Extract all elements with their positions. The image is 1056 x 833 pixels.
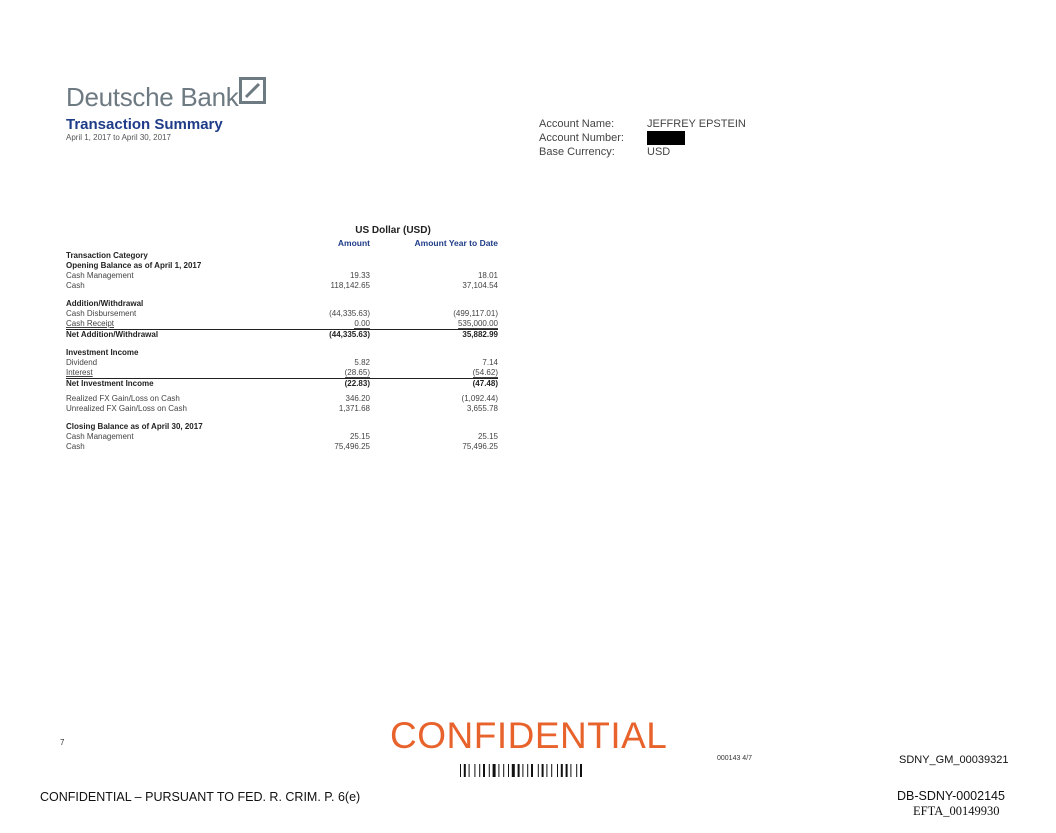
investment-heading: Investment Income (66, 348, 139, 357)
confidentiality-notice: CONFIDENTIAL – PURSUANT TO FED. R. CRIM. P. 6(e) (40, 790, 361, 804)
db-bates-number: DB-SDNY-0002145 (897, 789, 1005, 803)
base-currency-label: Base Currency: (539, 146, 615, 158)
currency-heading: US Dollar (USD) (355, 225, 431, 236)
confidential-stamp: CONFIDENTIAL (390, 715, 668, 756)
table-row: Cash Management 19.33 18.01 (66, 271, 498, 280)
account-number-label: Account Number: (539, 132, 624, 144)
closing-heading: Closing Balance as of April 30, 2017 (66, 422, 203, 431)
column-header-ytd: Amount Year to Date (414, 238, 498, 248)
opening-heading: Opening Balance as of April 1, 2017 (66, 261, 202, 270)
table-row: Unrealized FX Gain/Loss on Cash 1,371.68 3,655.78 (66, 404, 498, 413)
table-row: Dividend 5.82 7.14 (66, 358, 498, 367)
addition-heading: Addition/Withdrawal (66, 299, 144, 308)
barcode-icon (460, 764, 612, 777)
table-row: Cash Disbursement (44,335.63) (499,117.01) (66, 309, 498, 318)
redacted-account-number (647, 131, 685, 145)
table-row: Interest (28.65) (54.62) (66, 368, 498, 377)
transaction-summary-table (66, 225, 498, 452)
net-investment-row: Net Investment Income (22.83) (47.48) (66, 379, 498, 388)
table-row: Cash 75,496.25 75,496.25 (66, 442, 498, 451)
account-info (539, 117, 746, 159)
column-header-amount: Amount (337, 238, 370, 248)
base-currency-value: USD (647, 146, 671, 158)
table-row: Cash Management 25.15 25.15 (66, 432, 498, 441)
page-number: 7 (60, 738, 65, 747)
sdny-bates-number: SDNY_GM_00039321 (899, 754, 1009, 766)
table-row: Cash 118,142.65 37,104.54 (66, 281, 498, 290)
document-code: 000143 4/7 (717, 755, 753, 762)
table-row: Cash Receipt 0.00 535,000.00 (66, 319, 498, 328)
table-row: Realized FX Gain/Loss on Cash 346.20 (1,092.44) (66, 394, 498, 403)
account-name-label: Account Name: (539, 118, 615, 130)
efta-number: EFTA_00149930 (913, 804, 1000, 818)
page-title: Transaction Summary (66, 116, 223, 133)
statement-period: April 1, 2017 to April 30, 2017 (66, 133, 171, 142)
deutsche-bank-logo-icon (239, 77, 266, 104)
category-heading: Transaction Category (66, 251, 148, 260)
account-name-value: JEFFREY EPSTEIN (647, 118, 746, 130)
net-addition-row: Net Addition/Withdrawal (44,335.63) 35,882.99 (66, 330, 498, 339)
brand-name: Deutsche Bank (66, 82, 239, 112)
